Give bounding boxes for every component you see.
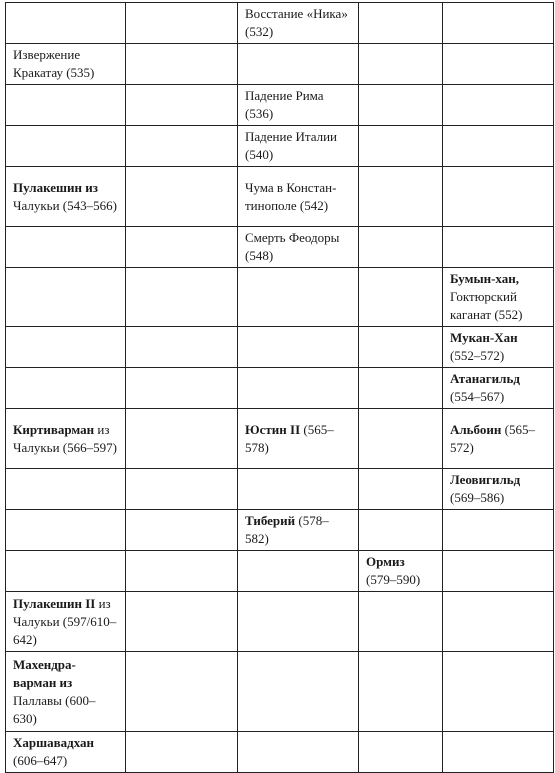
- table-cell: [126, 469, 238, 510]
- table-row: [6, 592, 554, 652]
- table-cell: [6, 732, 126, 773]
- cell-text: (606–647): [13, 753, 68, 768]
- cell-text: из Чалукьи (597/610–642): [13, 595, 117, 647]
- table-cell: [126, 409, 238, 469]
- table-cell: [126, 652, 238, 732]
- table-cell: [443, 126, 554, 167]
- table-cell: [359, 85, 443, 126]
- table-cell: [238, 3, 359, 44]
- table-row: [6, 327, 554, 368]
- table-cell: [126, 227, 238, 268]
- table-row: [6, 167, 554, 227]
- cell-text: (565–578): [245, 421, 334, 455]
- cell-text: (552–572): [450, 348, 505, 363]
- table-cell: [443, 268, 554, 327]
- table-row: [6, 409, 554, 469]
- table-cell: [238, 510, 359, 551]
- cell-text: (565–572): [450, 421, 535, 455]
- table-cell: [126, 44, 238, 85]
- cell-text: (579–590): [366, 572, 421, 587]
- table-cell: [126, 327, 238, 368]
- cell-text: (578–582): [245, 513, 329, 546]
- table-row: [6, 85, 554, 126]
- table-cell: [238, 368, 359, 409]
- ruler-name: Юстин II: [245, 421, 301, 437]
- cell-text: Паллавы (600–630): [13, 692, 96, 726]
- table-cell: [443, 3, 554, 44]
- table-cell: [6, 268, 126, 327]
- table-cell: [126, 85, 238, 126]
- table-cell: [443, 227, 554, 268]
- table-cell: [126, 3, 238, 44]
- ruler-name: Альбоин: [450, 421, 502, 437]
- cell-text: (554–567): [450, 389, 505, 404]
- table-cell: [238, 592, 359, 652]
- table-cell: [443, 167, 554, 227]
- table-cell: [359, 327, 443, 368]
- table-cell: [238, 551, 359, 592]
- cell-text: Извержение Кракатау (535): [13, 47, 95, 80]
- cell-text: Чума в Констан-тинополе (542): [245, 179, 337, 213]
- table-cell: [238, 327, 359, 368]
- table-cell: [6, 167, 126, 227]
- timeline-body: [6, 3, 554, 773]
- table-cell: [359, 268, 443, 327]
- table-cell: [126, 126, 238, 167]
- table-cell: [126, 510, 238, 551]
- table-cell: [238, 126, 359, 167]
- table-cell: [6, 44, 126, 85]
- table-cell: [443, 85, 554, 126]
- table-cell: [359, 3, 443, 44]
- table-cell: [443, 652, 554, 732]
- table-cell: [238, 652, 359, 732]
- table-cell: [238, 227, 359, 268]
- ruler-name: Киртиварман: [13, 421, 95, 437]
- table-cell: [443, 409, 554, 469]
- table-cell: [443, 510, 554, 551]
- table-row: [6, 3, 554, 44]
- table-cell: [443, 732, 554, 773]
- cell-text: Гоктюрский каганат (552): [450, 289, 523, 322]
- table-row: [6, 44, 554, 85]
- table-cell: [443, 469, 554, 510]
- ruler-name: Пулакешин из: [13, 179, 98, 195]
- ruler-name: Бумын-хан,: [450, 271, 519, 286]
- cell-text: Смерть Феодоры (548): [245, 230, 340, 263]
- table-cell: [359, 227, 443, 268]
- table-cell: [126, 592, 238, 652]
- table-cell: [6, 551, 126, 592]
- table-cell: [238, 167, 359, 227]
- ruler-name: Пулакешин II: [13, 595, 96, 611]
- cell-text: Падение Италии (540): [245, 129, 337, 162]
- table-cell: [6, 126, 126, 167]
- table-cell: [443, 368, 554, 409]
- table-cell: [359, 44, 443, 85]
- table-cell: [359, 732, 443, 773]
- table-cell: [238, 85, 359, 126]
- table-cell: [359, 551, 443, 592]
- table-cell: [359, 368, 443, 409]
- table-cell: [238, 469, 359, 510]
- table-cell: [6, 368, 126, 409]
- cell-text: Восстание «Ника» (532): [245, 6, 348, 39]
- table-row: [6, 368, 554, 409]
- table-cell: [238, 44, 359, 85]
- table-cell: [443, 44, 554, 85]
- table-cell: [359, 469, 443, 510]
- table-cell: [6, 469, 126, 510]
- table-cell: [6, 652, 126, 732]
- ruler-name: Тиберий: [245, 513, 296, 528]
- table-cell: [126, 732, 238, 773]
- timeline-table: [5, 2, 554, 773]
- table-cell: [6, 510, 126, 551]
- table-cell: [6, 409, 126, 469]
- ruler-name: Леовигильд: [450, 472, 521, 487]
- table-cell: [238, 409, 359, 469]
- table-cell: [6, 592, 126, 652]
- table-row: [6, 652, 554, 732]
- table-cell: [6, 3, 126, 44]
- table-cell: [6, 327, 126, 368]
- ruler-name: Ормиз: [366, 554, 405, 569]
- table-row: [6, 551, 554, 592]
- cell-text: Падение Рима (536): [245, 88, 324, 121]
- table-cell: [126, 551, 238, 592]
- table-cell: [359, 592, 443, 652]
- table-cell: [6, 227, 126, 268]
- cell-text: Чалукьи (543–566): [13, 197, 117, 213]
- table-cell: [359, 652, 443, 732]
- cell-text: (569–586): [450, 490, 505, 505]
- table-row: [6, 469, 554, 510]
- table-cell: [443, 327, 554, 368]
- ruler-name: Мукан-Хан: [450, 330, 518, 345]
- table-row: [6, 510, 554, 551]
- table-row: [6, 268, 554, 327]
- table-cell: [238, 268, 359, 327]
- ruler-name: Харшавадхан: [13, 735, 95, 750]
- table-cell: [238, 732, 359, 773]
- table-cell: [359, 409, 443, 469]
- table-cell: [6, 85, 126, 126]
- table-cell: [359, 510, 443, 551]
- table-cell: [359, 167, 443, 227]
- table-row: [6, 126, 554, 167]
- table-cell: [359, 126, 443, 167]
- table-cell: [126, 167, 238, 227]
- table-row: [6, 732, 554, 773]
- ruler-name: Атанагильд: [450, 371, 520, 386]
- table-row: [6, 227, 554, 268]
- table-cell: [126, 268, 238, 327]
- cell-text: из Чалукьи (566–597): [13, 421, 117, 455]
- ruler-name: Махендра-варман из: [13, 656, 76, 690]
- table-cell: [443, 592, 554, 652]
- table-cell: [126, 368, 238, 409]
- table-cell: [443, 551, 554, 592]
